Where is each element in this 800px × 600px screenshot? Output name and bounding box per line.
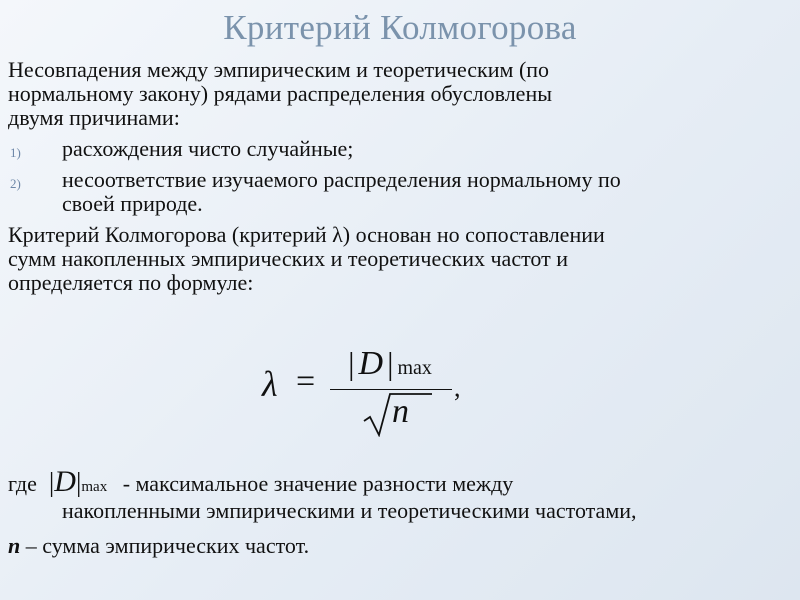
criterion-line-1: Критерий Колмогорова (критерий λ) основан но сопоставлении [8,222,605,247]
where-sub-max: max [81,479,108,495]
where-text-1: - максимальное значение разности между [122,471,514,496]
where-text-2: накопленными эмпирическими и теоретическими частотами, [62,498,637,523]
n-symbol: n [8,533,21,558]
n-definition [8,534,309,558]
list-item-2 [8,168,794,216]
fraction-bar [330,389,452,390]
intro-line-2: нормальному закону) рядами распределения обусловлены [8,81,552,106]
slide-title: Критерий Колмогорова [223,8,577,47]
slide-body [8,58,794,295]
list-item-2-line-1: несоответствие изучаемого распределения нормальному по [62,167,621,192]
where-first-line [8,465,514,498]
criterion-line-2: сумм накопленных эмпирических и теоретических частот и [8,246,569,271]
intro-line-3: двумя причинами: [8,105,180,130]
intro-line-1: Несовпадения между эмпирическим и теоретическим (по [8,57,550,82]
where-D: D [54,465,76,498]
formula-sub-max: max [397,357,432,379]
formula-equals: = [296,363,316,400]
list-item-1-line-1: расхождения чисто случайные; [62,136,354,161]
lambda-formula [262,345,492,435]
where-prefix: где [8,471,37,496]
formula-numerator [328,345,452,383]
formula-denominator-n: n [392,393,409,430]
list-number-1: 1) [10,145,21,160]
where-abs-open: | [48,467,55,497]
formula-lambda: λ [262,364,278,404]
where-paragraph [8,465,794,523]
formula-abs-close: | [387,345,394,381]
formula-comma: , [454,373,461,402]
formula-D: D [358,345,384,382]
criterion-paragraph [8,223,794,295]
formula-abs-open: | [348,345,355,381]
n-definition-text: – сумма эмпирических частот. [20,533,310,558]
list-number-2: 2) [10,176,21,191]
list-item-1 [8,137,794,161]
criterion-line-3: определяется по формуле: [8,270,254,295]
intro-paragraph [8,58,794,130]
where-formula [48,465,108,499]
list-item-2-line-2: своей природе. [62,191,203,216]
where-abs-close: | [75,467,82,497]
